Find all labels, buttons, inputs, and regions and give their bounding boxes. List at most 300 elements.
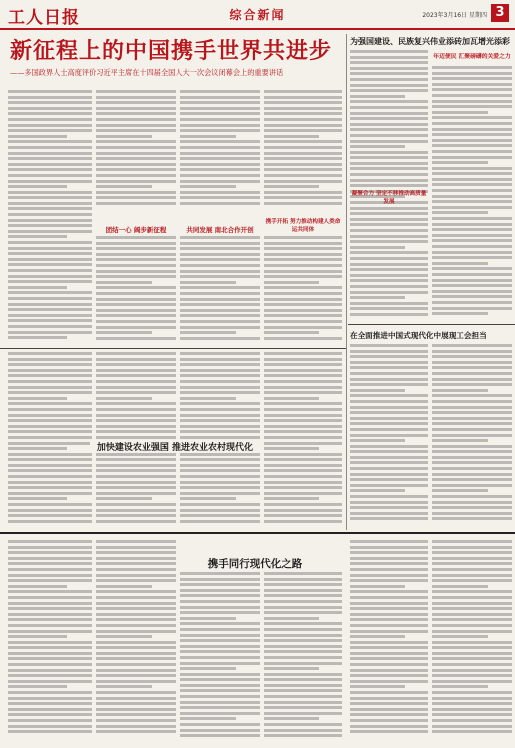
text-line xyxy=(8,297,92,300)
text-line xyxy=(180,369,260,372)
text-line xyxy=(350,613,428,616)
text-line xyxy=(180,572,260,575)
text-line xyxy=(432,501,512,504)
text-line xyxy=(96,386,176,389)
text-line xyxy=(432,568,512,571)
text-line xyxy=(180,258,260,261)
text-line xyxy=(180,275,260,278)
text-line xyxy=(180,520,260,523)
text-line xyxy=(432,350,512,353)
text-line xyxy=(264,363,342,366)
text-line xyxy=(432,355,512,358)
text-line xyxy=(432,100,512,103)
text-line xyxy=(264,270,342,273)
text-line xyxy=(180,331,236,334)
text-line xyxy=(264,481,342,484)
text-lines xyxy=(180,90,260,205)
text-line xyxy=(350,140,428,143)
text-line xyxy=(264,247,342,250)
text-line xyxy=(180,497,236,500)
text-line xyxy=(350,439,405,442)
text-line xyxy=(350,302,428,305)
text-line xyxy=(350,411,428,414)
text-line xyxy=(8,352,92,355)
text-line xyxy=(350,112,428,115)
text-line xyxy=(8,646,92,649)
text-line xyxy=(180,292,260,295)
text-line xyxy=(432,122,512,125)
text-line xyxy=(432,290,512,293)
text-line xyxy=(350,50,428,53)
text-line xyxy=(96,596,176,599)
text-lines xyxy=(8,90,92,339)
text-lines xyxy=(350,344,428,520)
text-line xyxy=(8,419,92,422)
text-line xyxy=(96,202,176,205)
text-line xyxy=(96,174,176,177)
text-line xyxy=(8,442,92,445)
text-line xyxy=(432,691,512,694)
text-lines xyxy=(180,352,260,523)
text-line xyxy=(264,729,342,732)
text-line xyxy=(180,135,236,138)
text-line xyxy=(350,607,428,610)
text-line xyxy=(96,481,176,484)
text-line xyxy=(180,337,260,340)
text-line xyxy=(180,157,260,160)
text-line xyxy=(264,185,319,188)
text-lines xyxy=(432,344,512,520)
text-line xyxy=(96,314,176,317)
text-line xyxy=(432,211,488,214)
text-line xyxy=(264,320,342,323)
text-line xyxy=(8,112,92,115)
text-line xyxy=(350,557,428,560)
text-line xyxy=(350,473,428,476)
text-line xyxy=(350,669,428,672)
text-line xyxy=(8,241,92,244)
text-line xyxy=(96,408,176,411)
text-line xyxy=(8,129,92,132)
text-line xyxy=(432,312,488,315)
text-line xyxy=(432,301,512,304)
text-line xyxy=(8,135,67,138)
text-line xyxy=(8,430,92,433)
text-line xyxy=(8,247,92,250)
text-line xyxy=(264,701,342,704)
text-line xyxy=(432,206,512,209)
text-line xyxy=(8,374,92,377)
text-line xyxy=(180,639,260,642)
text-line xyxy=(264,667,319,670)
text-line xyxy=(264,174,342,177)
text-line xyxy=(264,168,342,171)
text-line xyxy=(96,96,176,99)
text-line xyxy=(96,697,176,700)
text-line xyxy=(432,719,512,722)
text-line xyxy=(8,641,92,644)
text-line xyxy=(264,369,342,372)
text-line xyxy=(96,107,176,110)
text-line xyxy=(350,708,428,711)
text-line xyxy=(350,372,428,375)
text-line xyxy=(432,473,512,476)
text-line xyxy=(8,469,92,472)
text-line xyxy=(180,606,260,609)
text-line xyxy=(8,669,92,672)
text-line xyxy=(350,223,428,226)
text-line xyxy=(180,358,260,361)
text-line xyxy=(264,180,342,183)
text-line xyxy=(8,280,92,283)
text-line xyxy=(264,101,342,104)
text-line xyxy=(8,630,92,633)
text-line xyxy=(180,425,260,428)
text-line xyxy=(264,352,342,355)
text-line xyxy=(350,173,428,176)
text-line xyxy=(350,279,428,282)
text-line xyxy=(180,242,260,245)
text-line xyxy=(350,546,428,549)
text-lines xyxy=(96,90,176,205)
text-line xyxy=(432,635,488,638)
text-line xyxy=(96,337,176,340)
text-line xyxy=(264,242,342,245)
newspaper-logo: 工人日报 xyxy=(8,8,80,28)
text-line xyxy=(264,514,342,517)
text-line xyxy=(8,202,92,205)
text-line xyxy=(96,635,152,638)
text-line xyxy=(350,540,428,543)
text-line xyxy=(350,285,428,288)
text-line xyxy=(96,691,176,694)
text-line xyxy=(264,408,342,411)
text-line xyxy=(180,458,260,461)
text-line xyxy=(350,296,405,299)
text-line xyxy=(180,656,260,659)
text-line xyxy=(350,72,428,75)
text-line xyxy=(96,464,176,467)
text-line xyxy=(350,551,428,554)
text-line xyxy=(180,594,260,597)
text-line xyxy=(350,218,428,221)
text-line xyxy=(8,219,92,222)
text-line xyxy=(96,112,176,115)
text-line xyxy=(96,196,176,199)
text-line xyxy=(8,708,92,711)
text-line xyxy=(8,436,92,439)
bottom-section-rule xyxy=(0,532,515,534)
text-line xyxy=(96,520,176,523)
text-line xyxy=(180,650,260,653)
text-line xyxy=(8,118,92,121)
text-line xyxy=(180,363,260,366)
text-line xyxy=(8,263,92,266)
text-line xyxy=(432,641,512,644)
text-line xyxy=(8,680,92,683)
text-line xyxy=(96,540,176,543)
text-line xyxy=(8,613,92,616)
text-line xyxy=(180,729,260,732)
text-line xyxy=(96,585,152,588)
text-line xyxy=(180,174,260,177)
text-line xyxy=(180,503,260,506)
text-line xyxy=(264,264,342,267)
text-line xyxy=(432,156,512,159)
text-line xyxy=(180,118,260,121)
lead-column-4b xyxy=(264,236,342,346)
text-line xyxy=(180,270,260,273)
text-line xyxy=(350,512,428,515)
text-line xyxy=(350,467,428,470)
text-line xyxy=(264,419,342,422)
text-line xyxy=(8,503,92,506)
text-line xyxy=(350,417,428,420)
text-line xyxy=(432,618,512,621)
text-line xyxy=(96,657,176,660)
text-line xyxy=(432,251,512,254)
text-line xyxy=(432,484,512,487)
text-line xyxy=(432,406,512,409)
text-line xyxy=(350,84,428,87)
text-line xyxy=(96,331,152,334)
text-line xyxy=(180,202,260,205)
text-line xyxy=(264,622,342,625)
text-line xyxy=(264,436,342,439)
text-line xyxy=(432,461,512,464)
text-line xyxy=(432,77,512,80)
text-line xyxy=(432,178,512,181)
text-line xyxy=(180,611,260,614)
text-line xyxy=(264,734,342,737)
text-line xyxy=(180,191,260,194)
text-line xyxy=(264,578,342,581)
text-line xyxy=(264,572,342,575)
text-line xyxy=(8,331,92,334)
text-line xyxy=(350,361,428,364)
text-line xyxy=(350,251,428,254)
text-line xyxy=(96,674,176,677)
text-line xyxy=(8,509,92,512)
text-line xyxy=(8,185,67,188)
text-line xyxy=(96,309,176,312)
text-line xyxy=(180,185,236,188)
text-line xyxy=(96,652,176,655)
text-line xyxy=(8,574,92,577)
text-line xyxy=(180,386,260,389)
text-line xyxy=(432,307,512,310)
text-line xyxy=(96,618,176,621)
text-line xyxy=(350,624,428,627)
text-line xyxy=(180,667,236,670)
text-line xyxy=(350,263,428,266)
text-line xyxy=(432,161,488,164)
text-line xyxy=(96,414,176,417)
text-line xyxy=(8,540,92,543)
text-line xyxy=(96,286,176,289)
text-line xyxy=(264,314,342,317)
text-line xyxy=(350,61,428,64)
text-line xyxy=(432,685,488,688)
text-line xyxy=(350,517,428,520)
text-line xyxy=(8,663,92,666)
text-line xyxy=(350,574,428,577)
text-line xyxy=(350,685,405,688)
text-line xyxy=(96,242,176,245)
text-line xyxy=(264,425,342,428)
text-line xyxy=(350,445,428,448)
text-line xyxy=(350,646,428,649)
text-line xyxy=(8,568,92,571)
text-line xyxy=(8,551,92,554)
text-lines xyxy=(264,236,342,340)
bottom-column-3 xyxy=(180,572,260,740)
text-line xyxy=(8,546,92,549)
text-line xyxy=(432,613,512,616)
text-line xyxy=(8,691,92,694)
text-lines xyxy=(96,352,176,523)
text-line xyxy=(96,298,176,301)
text-line xyxy=(96,374,176,377)
text-line xyxy=(264,617,319,620)
bottom-column-2 xyxy=(96,540,176,740)
text-line xyxy=(350,725,428,728)
text-line xyxy=(96,247,176,250)
text-lines xyxy=(8,352,92,523)
text-line xyxy=(8,725,92,728)
text-line xyxy=(8,319,92,322)
text-line xyxy=(264,717,319,720)
text-line xyxy=(264,96,342,99)
text-line xyxy=(8,702,92,705)
text-line xyxy=(180,617,236,620)
text-line xyxy=(350,257,428,260)
text-line xyxy=(432,279,512,282)
text-line xyxy=(350,652,428,655)
text-line xyxy=(8,464,92,467)
text-line xyxy=(96,275,176,278)
text-line xyxy=(8,652,92,655)
text-line xyxy=(180,717,236,720)
text-lines xyxy=(432,540,512,733)
text-line xyxy=(180,701,260,704)
text-line xyxy=(350,355,428,358)
text-line xyxy=(264,706,342,709)
text-line xyxy=(264,447,319,450)
text-line xyxy=(180,723,260,726)
text-line xyxy=(8,402,92,405)
section-rule xyxy=(348,324,515,325)
text-line xyxy=(8,140,92,143)
text-line xyxy=(180,303,260,306)
section-name: 综合新闻 xyxy=(229,8,286,22)
text-line xyxy=(432,139,512,142)
text-line xyxy=(350,422,428,425)
text-line xyxy=(96,191,176,194)
text-line xyxy=(8,101,92,104)
text-line xyxy=(264,583,342,586)
text-line xyxy=(96,140,176,143)
text-line xyxy=(8,481,92,484)
text-line xyxy=(180,414,260,417)
text-line xyxy=(96,430,176,433)
text-line xyxy=(264,430,342,433)
text-line xyxy=(432,562,512,565)
text-line xyxy=(180,320,260,323)
text-line xyxy=(264,611,342,614)
text-line xyxy=(180,492,260,495)
text-line xyxy=(264,275,342,278)
text-line xyxy=(350,478,428,481)
text-line xyxy=(432,223,512,226)
text-line xyxy=(8,230,92,233)
text-line xyxy=(350,590,428,593)
text-line xyxy=(96,453,176,456)
text-line xyxy=(350,246,405,249)
text-line xyxy=(8,520,92,523)
text-line xyxy=(96,129,176,132)
text-line xyxy=(264,469,342,472)
text-line xyxy=(432,189,512,192)
text-line xyxy=(350,635,405,638)
text-line xyxy=(8,275,92,278)
text-line xyxy=(8,391,92,394)
text-line xyxy=(350,394,428,397)
text-line xyxy=(432,680,512,683)
text-line xyxy=(8,191,92,194)
text-line xyxy=(264,402,342,405)
right-subhead-2: 凝聚合力 坚定不移推动高质量发展 xyxy=(351,191,427,205)
text-line xyxy=(432,66,512,69)
text-line xyxy=(8,408,92,411)
text-line xyxy=(8,336,67,339)
text-line xyxy=(8,657,92,660)
text-line xyxy=(8,213,92,216)
text-line xyxy=(350,562,428,565)
text-line xyxy=(8,90,92,93)
text-line xyxy=(264,464,342,467)
text-line xyxy=(432,88,512,91)
text-line xyxy=(96,613,176,616)
text-line xyxy=(264,712,342,715)
text-line xyxy=(432,372,512,375)
text-line xyxy=(350,344,428,347)
text-line xyxy=(350,383,428,386)
text-line xyxy=(96,90,176,93)
text-line xyxy=(180,314,260,317)
text-line xyxy=(432,652,512,655)
text-line xyxy=(180,408,260,411)
text-line xyxy=(96,363,176,366)
text-line xyxy=(264,286,342,289)
lead-column-2 xyxy=(96,90,176,210)
text-line xyxy=(8,291,92,294)
text-line xyxy=(96,326,176,329)
text-line xyxy=(432,506,512,509)
text-line xyxy=(350,506,428,509)
text-line xyxy=(96,713,176,716)
text-line xyxy=(432,428,512,431)
text-line xyxy=(264,107,342,110)
right-article-title: 为强国建设、民族复兴伟业添砖加瓦增光添彩 xyxy=(350,36,510,46)
text-line xyxy=(432,389,488,392)
text-line xyxy=(432,697,512,700)
text-lines xyxy=(350,50,428,316)
text-line xyxy=(350,350,428,353)
text-line xyxy=(8,596,92,599)
text-line xyxy=(264,236,342,239)
text-line xyxy=(432,546,512,549)
